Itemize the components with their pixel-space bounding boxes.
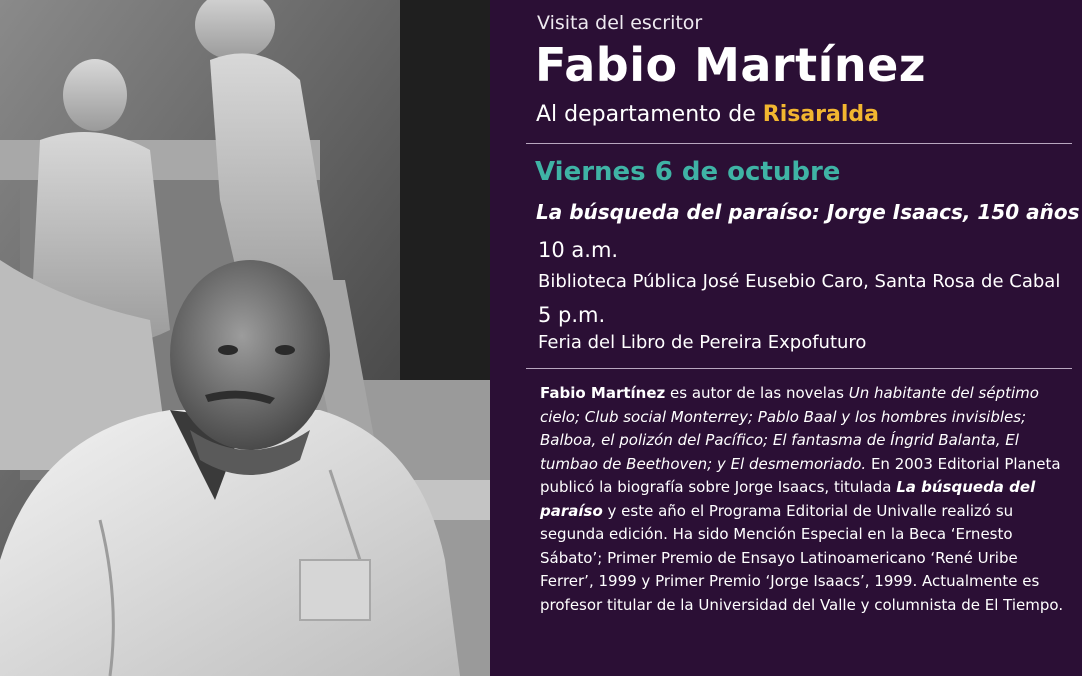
bio-text: y este año el Programa Editorial de Univalle realizó su segunda edición. Ha sido Mención Especial en la Beca ‘Ernesto Sábato’; Primer Premio de Ensayo Latinoamericano ‘René Uribe Ferrer’, 1999 y Primer Premio ‘Jorge Isaacs’, 1999. Actualmente es profesor titular de la Universidad del Valle y columnista de El Tiempo. — [540, 501, 1064, 614]
bio-novels: Un habitante del séptimo cielo; Club social Monterrey; Pablo Baal y los hombres invisibles; Balboa, el polizón del Pacífico; El fantasma de Íngrid Balanta, El tumbao de Beethoven; y El desmemoriado. — [540, 384, 1039, 473]
bio-text: es autor de las novelas — [665, 384, 849, 402]
event-info-panel — [490, 0, 1082, 676]
session-venue: Biblioteca Pública José Eusebio Caro, Santa Rosa de Cabal — [538, 271, 1061, 292]
department-line — [536, 102, 879, 127]
bio-book-title: La búsqueda del paraíso — [540, 478, 1036, 520]
bio-text: En 2003 Editorial Planeta publicó la biografía sobre Jorge Isaacs, titulada — [540, 454, 1061, 496]
session-venue: Feria del Libro de Pereira Expofuturo — [538, 332, 867, 353]
session-time: 10 a.m. — [538, 238, 619, 262]
department-prefix: Al departamento de — [536, 102, 756, 127]
divider-top — [526, 143, 1072, 144]
bio-author-name: Fabio Martínez — [540, 384, 666, 402]
talk-title: La búsqueda del paraíso: Jorge Isaacs, 150 años — [536, 200, 1080, 224]
session-time: 5 p.m. — [538, 303, 606, 327]
event-date: Viernes 6 de octubre — [535, 157, 841, 187]
author-portrait-image — [0, 0, 490, 676]
author-photo — [0, 0, 490, 676]
department-name: Risaralda — [762, 102, 880, 127]
divider-bottom — [526, 368, 1072, 369]
author-biography — [540, 382, 1070, 617]
author-name: Fabio Martínez — [535, 38, 927, 92]
intro-text: Visita del escritor — [537, 12, 703, 34]
